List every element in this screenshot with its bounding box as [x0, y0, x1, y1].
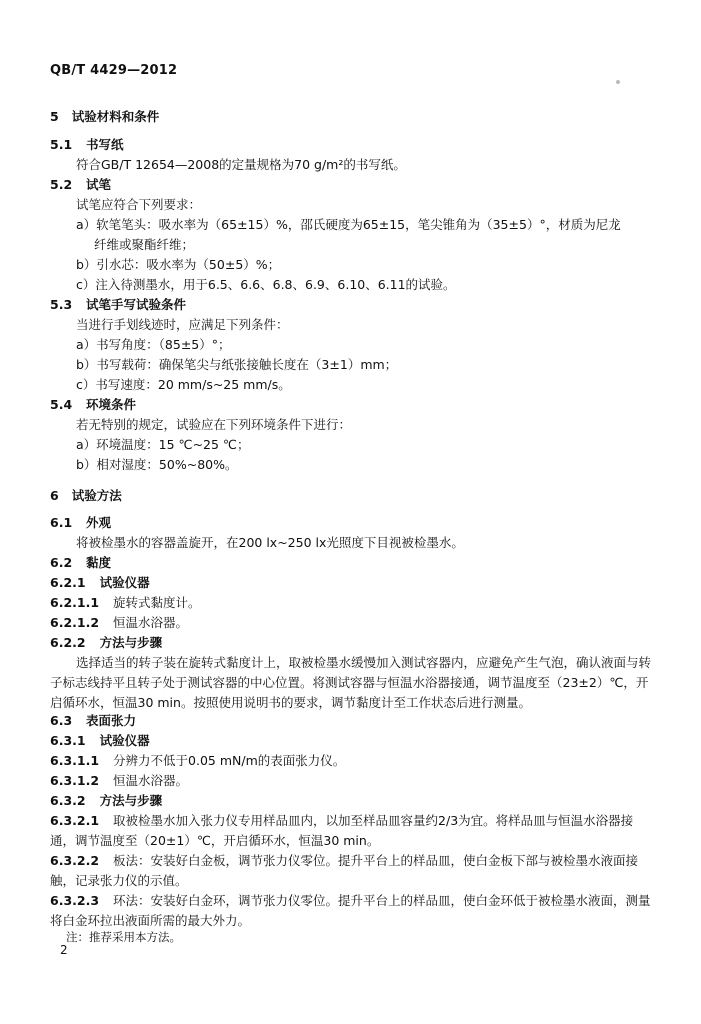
- section-number: 6.3.1: [50, 733, 86, 748]
- section-number: 6.3.2: [50, 793, 86, 808]
- section-5-3-intro: 当进行手划线迹时，应满足下列条件：: [76, 317, 289, 332]
- section-6-1-heading: [50, 515, 655, 531]
- section-6-3-2-3: [50, 891, 655, 931]
- section-6-3-1-2: [50, 773, 655, 789]
- section-5-2-intro: 试笔应符合下列要求：: [76, 197, 202, 212]
- clause-number: 6.2.1.1: [50, 595, 100, 610]
- list-item-b: b）书写载荷：确保笔尖与纸张接触长度在（3±1）mm；: [76, 357, 398, 372]
- list-item-a: a）环境温度：15 ℃~25 ℃；: [76, 437, 250, 452]
- section-title: 方法与步骤: [99, 793, 163, 808]
- clause-text: 恒温水浴器。: [113, 615, 189, 630]
- section-number: 6: [50, 488, 59, 503]
- section-title: 外观: [86, 515, 112, 530]
- list-item-a: a）书写角度：（85±5）°；: [76, 337, 231, 352]
- section-6-2-heading: [50, 555, 655, 571]
- section-6-2-1-heading: [50, 575, 655, 591]
- section-number: 6.2.1: [50, 575, 86, 590]
- section-title: 方法与步骤: [99, 635, 163, 650]
- section-title: 试验仪器: [99, 575, 150, 590]
- section-number: 6.2: [50, 555, 73, 570]
- section-number: 6.1: [50, 515, 73, 530]
- list-item-a-continued: 纤维或聚酯纤维；: [94, 237, 195, 252]
- clause-number: 6.3.1.2: [50, 773, 100, 788]
- clause-text: 分辨力不低于0.05 mN/m的表面张力仪。: [113, 753, 346, 768]
- clause-text: 板法：安装好白金板，调节张力仪零位。提升平台上的样品皿，使白金板下部与被检墨水液面接触，记录张力仪的示值。: [50, 853, 639, 888]
- list-item-b: b）引水芯：吸水率为（50±5）%；: [76, 257, 281, 272]
- section-6-3-1-1: [50, 753, 655, 769]
- section-5-4-heading: [50, 397, 655, 413]
- list-item-c: c）注入待测墨水，用于6.5、6.6、6.8、6.9、6.10、6.11的试验。: [76, 277, 456, 292]
- section-5-2-heading: [50, 177, 655, 193]
- section-5-3-heading: [50, 297, 655, 313]
- section-title: 试验材料和条件: [71, 109, 160, 124]
- section-6-heading: [50, 488, 655, 504]
- section-5-1-heading: [50, 137, 655, 153]
- section-6-3-2-heading: [50, 793, 655, 809]
- section-6-2-2-text: 选择适当的转子装在旋转式黏度计上，取被检墨水缓慢加入测试容器内，应避免产生气泡，确认液面与转子标志线持平且转子处于测试容器的中心位置。将测试容器与恒温水浴器接通，调节温度至（23±2）℃，开启循环水，恒温30 min。按照使用说明书的要求，调节黏度计至工作状态后进行测量。: [50, 655, 652, 710]
- note-text: 注：推荐采用本方法。: [66, 930, 181, 944]
- section-number: 5.1: [50, 137, 73, 152]
- section-5-heading: [50, 109, 655, 125]
- clause-text: 环法：安装好白金环，调节张力仪零位。提升平台上的样品皿，使白金环低于被检墨水液面，测量将白金环拉出液面所需的最大外力。: [50, 893, 651, 928]
- page-number: 2: [60, 943, 68, 957]
- section-6-3-2-1: [50, 811, 655, 851]
- clause-number: 6.3.1.1: [50, 753, 100, 768]
- section-number: 6.2.2: [50, 635, 86, 650]
- section-title: 环境条件: [86, 397, 137, 412]
- section-6-2-1-2: [50, 615, 655, 631]
- section-title: 书写纸: [86, 137, 124, 152]
- section-number: 5.3: [50, 297, 73, 312]
- section-title: 试笔手写试验条件: [86, 297, 187, 312]
- section-6-3-1-heading: [50, 733, 655, 749]
- section-number: 5: [50, 109, 59, 124]
- section-title: 黏度: [86, 555, 112, 570]
- clause-text: 恒温水浴器。: [113, 773, 189, 788]
- section-number: 5.2: [50, 177, 73, 192]
- scan-speck: [616, 80, 620, 84]
- clause-number: 6.2.1.2: [50, 615, 100, 630]
- section-number: 6.3: [50, 713, 73, 728]
- section-title: 试笔: [86, 177, 112, 192]
- section-6-3-2-2: [50, 851, 655, 891]
- section-title: 试验方法: [71, 488, 122, 503]
- section-title: 表面张力: [86, 713, 137, 728]
- section-6-2-1-1: [50, 595, 655, 611]
- list-item-b: b）相对湿度：50%~80%。: [76, 457, 238, 472]
- clause-number: 6.3.2.3: [50, 893, 100, 908]
- section-number: 5.4: [50, 397, 73, 412]
- section-6-3-heading: [50, 713, 655, 729]
- document-code-header: QB/T 4429—2012: [50, 63, 178, 78]
- clause-text: 取被检墨水加入张力仪专用样品皿内，以加至样品皿容量约2/3为宜。将样品皿与恒温水浴器接通，调节温度至（20±1）℃，开启循环水，恒温30 min。: [50, 813, 634, 848]
- section-6-1-text: 将被检墨水的容器盖旋开，在200 lx~250 lx光照度下目视被检墨水。: [76, 535, 464, 550]
- list-item-c: c）书写速度：20 mm/s~25 mm/s。: [76, 377, 291, 392]
- section-6-2-2-heading: [50, 635, 655, 651]
- clause-number: 6.3.2.1: [50, 813, 100, 828]
- clause-text: 旋转式黏度计。: [113, 595, 201, 610]
- section-title: 试验仪器: [99, 733, 150, 748]
- section-5-1-text: 符合GB/T 12654—2008的定量规格为70 g/m²的书写纸。: [76, 157, 406, 172]
- clause-number: 6.3.2.2: [50, 853, 100, 868]
- section-5-4-intro: 若无特别的规定，试验应在下列环境条件下进行：: [76, 417, 352, 432]
- list-item-a: a）软笔笔头：吸水率为（65±15）%，邵氏硬度为65±15，笔尖锥角为（35±5）°，材质为尼龙: [76, 217, 621, 232]
